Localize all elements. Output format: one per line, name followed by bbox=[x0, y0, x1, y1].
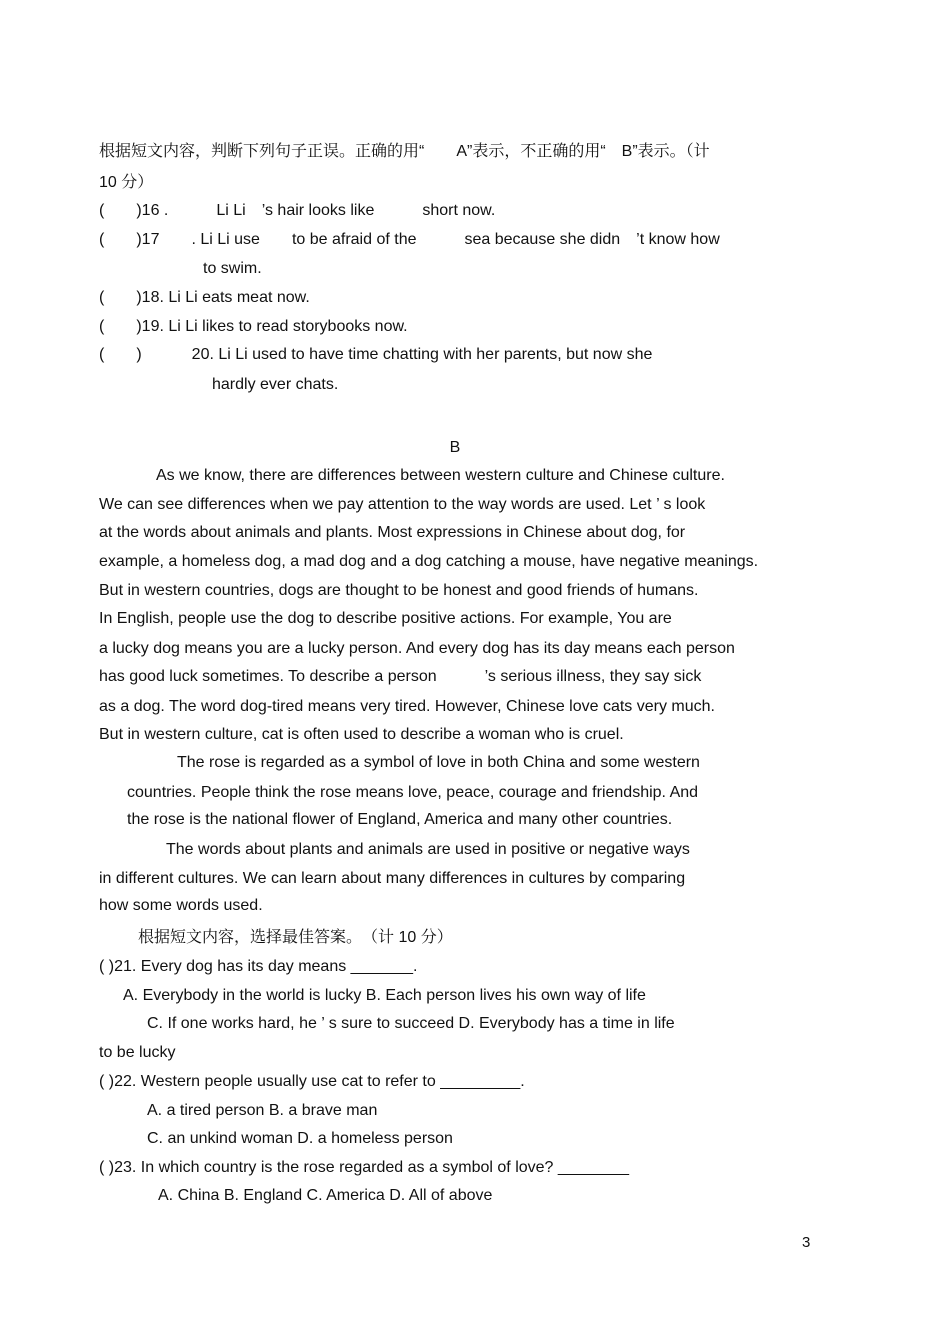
tf-text: 19. Li Li likes to read storybooks now. bbox=[141, 318, 408, 335]
section-a-instruction-line1: 根据短文内容，判断下列句子正误。正确的用“ A”表示，不正确的用“ B”表示。（计 bbox=[99, 143, 710, 160]
section-b-instruction: 根据短文内容，选择最佳答案。 （计 10 分） bbox=[138, 929, 453, 946]
passage-line: example, a homeless dog, a mad dog and a dog catching a mouse, have negative meanings. bbox=[99, 553, 759, 570]
passage-line: The words about plants and animals are used in positive or negative ways bbox=[166, 841, 690, 858]
tf-item-20-continued: hardly ever chats. bbox=[212, 376, 339, 393]
tf-item-20 bbox=[99, 345, 652, 365]
passage-line: the rose is the national flower of England, America and many other countries. bbox=[127, 811, 673, 828]
passage-line: We can see differences when we pay attention to the way words are used. Let ’ s look bbox=[99, 496, 706, 513]
passage-line: how some words used. bbox=[99, 897, 263, 914]
question-options: A. Everybody in the world is lucky B. Each person lives his own way of life bbox=[123, 987, 646, 1004]
passage-line: has good luck sometimes. To describe a person ’s serious illness, they say sick bbox=[99, 668, 702, 685]
passage-line: countries. People think the rose means love, peace, courage and friendship. And bbox=[127, 784, 699, 801]
question-stem: ( )23. In which country is the rose regarded as a symbol of love? ________ bbox=[99, 1159, 630, 1176]
answer-bracket[interactable]: ( ) bbox=[99, 346, 142, 363]
passage-line: But in western countries, dogs are thought to be honest and good friends of humans. bbox=[99, 582, 699, 599]
passage-line: In English, people use the dog to describe positive actions. For example, You are bbox=[99, 610, 672, 627]
tf-item-19 bbox=[99, 317, 408, 337]
section-a-instruction-line2: 10 分） bbox=[99, 174, 154, 191]
passage-line: a lucky dog means you are a lucky person. And every dog has its day means each person bbox=[99, 640, 735, 657]
tf-item-16 bbox=[99, 201, 495, 221]
answer-bracket[interactable]: ( ) bbox=[99, 318, 142, 335]
answer-bracket[interactable]: ( ) bbox=[99, 231, 142, 248]
passage-line: as a dog. The word dog-tired means very tired. However, Chinese love cats very much. bbox=[99, 698, 715, 715]
passage-line: The rose is regarded as a symbol of love in both China and some western bbox=[177, 754, 700, 771]
question-stem: ( )21. Every dog has its day means _______. bbox=[99, 958, 418, 975]
tf-item-17 bbox=[99, 230, 720, 250]
question-options: C. If one works hard, he ’ s sure to succeed D. Everybody has a time in life bbox=[147, 1015, 675, 1032]
question-stem: ( )22. Western people usually use cat to refer to _________. bbox=[99, 1073, 525, 1090]
tf-item-18 bbox=[99, 288, 310, 308]
page-number: 3 bbox=[802, 1234, 811, 1251]
tf-text: 18. Li Li eats meat now. bbox=[141, 289, 310, 306]
answer-bracket[interactable]: ( ) bbox=[99, 289, 142, 306]
passage-line: at the words about animals and plants. Most expressions in Chinese about dog, for bbox=[99, 524, 686, 541]
passage-line: As we know, there are differences between western culture and Chinese culture. bbox=[156, 467, 725, 484]
question-options: A. China B. England C. America D. All of above bbox=[158, 1187, 493, 1204]
passage-title: B bbox=[449, 439, 461, 456]
tf-item-17-continued: to swim. bbox=[203, 260, 262, 277]
tf-text: 17 . Li Li use to be afraid of the sea because she didn ’t know how bbox=[141, 231, 720, 248]
answer-bracket[interactable]: ( ) bbox=[99, 202, 142, 219]
question-options: A. a tired person B. a brave man bbox=[147, 1102, 378, 1119]
tf-text: 16 . Li Li ’s hair looks like short now. bbox=[141, 202, 496, 219]
tf-text: 20. Li Li used to have time chatting with her parents, but now she bbox=[191, 346, 653, 363]
passage-line: But in western culture, cat is often used to describe a woman who is cruel. bbox=[99, 726, 624, 743]
passage-line: in different cultures. We can learn about many differences in cultures by comparing bbox=[99, 870, 686, 887]
question-options: to be lucky bbox=[99, 1044, 176, 1061]
question-options: C. an unkind woman D. a homeless person bbox=[147, 1130, 453, 1147]
